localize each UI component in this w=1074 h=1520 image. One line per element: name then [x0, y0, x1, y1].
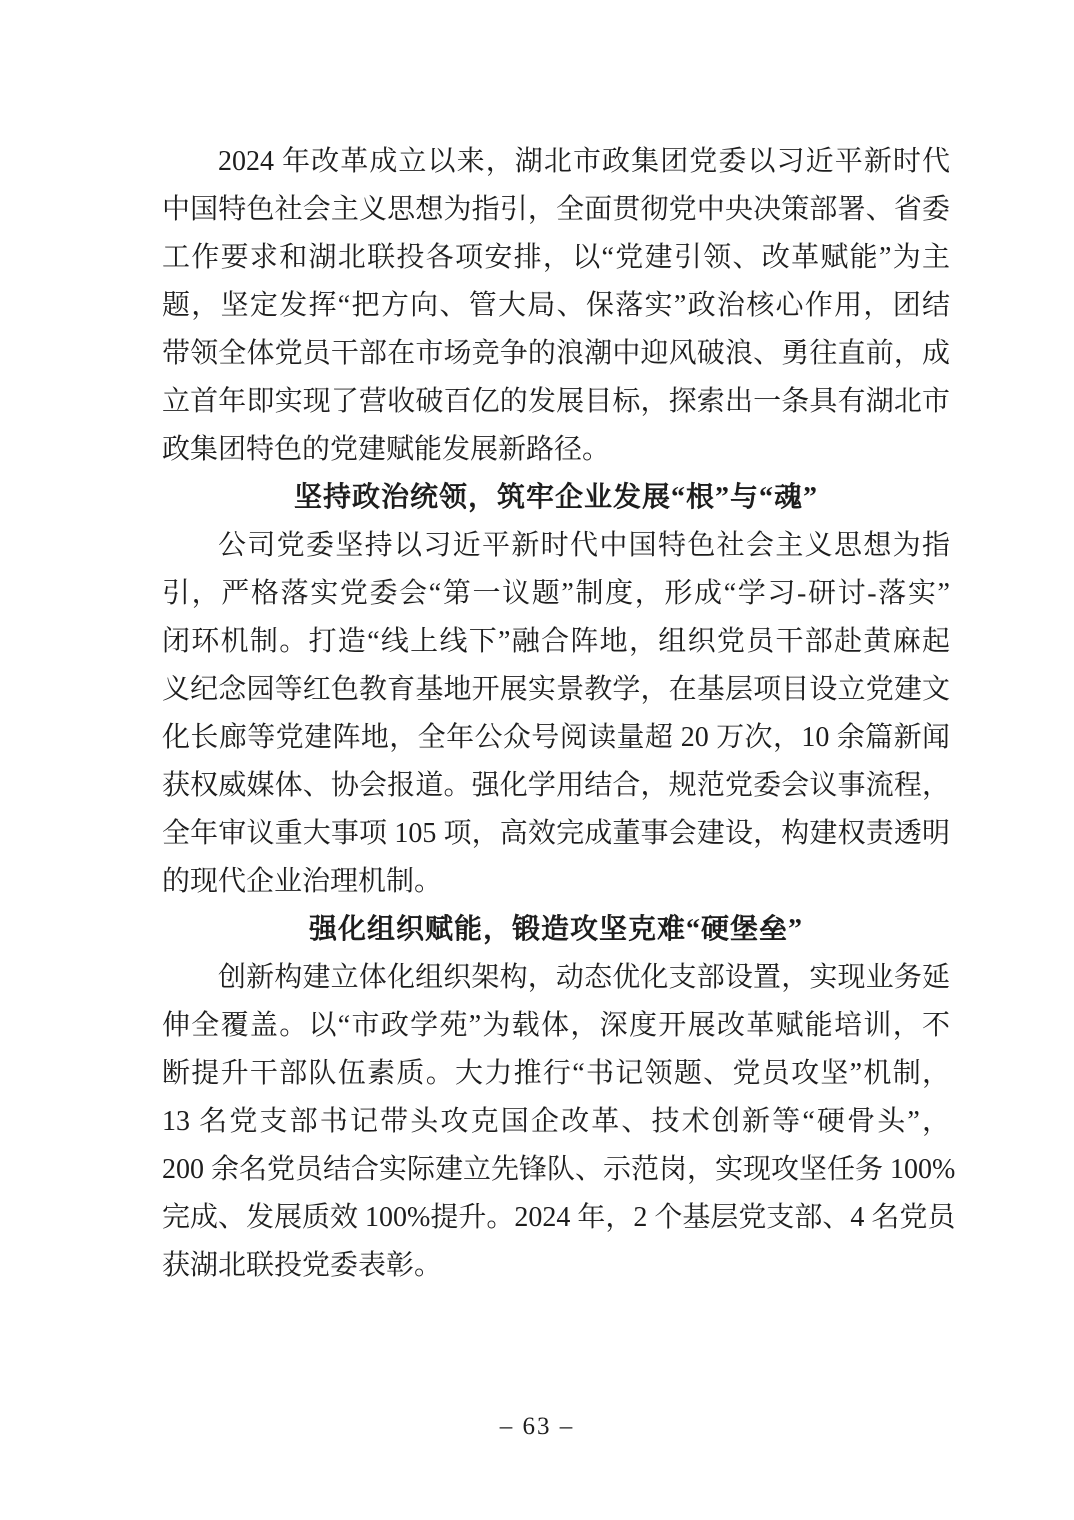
page-number: – 63 – [499, 1413, 575, 1440]
text-line: 带领全体党员干部在市场竞争的浪潮中迎风破浪、勇往直前，成 [162, 338, 950, 369]
text-line: 完成、发展质效 100%提升。2024 年，2 个基层党支部、4 名党员 [162, 1202, 956, 1233]
text-line: 立首年即实现了营收破百亿的发展目标，探索出一条具有湖北市 [162, 386, 950, 417]
text-line: 义纪念园等红色教育基地开展实景教学，在基层项目设立党建文 [162, 674, 950, 705]
text-line: 化长廊等党建阵地，全年公众号阅读量超 20 万次，10 余篇新闻 [162, 722, 950, 753]
text-line: 中国特色社会主义思想为指引，全面贯彻党中央决策部署、省委 [162, 194, 950, 225]
text-line: 政集团特色的党建赋能发展新路径。 [162, 434, 611, 465]
text-line: 工作要求和湖北联投各项安排，以“党建引领、改革赋能”为主 [162, 242, 950, 273]
text-line: 闭环机制。打造“线上线下”融合阵地，组织党员干部赴黄麻起 [162, 626, 950, 657]
text-line: 题，坚定发挥“把方向、管大局、保落实”政治核心作用，团结 [162, 290, 950, 321]
document-content [162, 138, 956, 1290]
text-line: 断提升干部队伍素质。大力推行“书记领题、党员攻坚”机制， [162, 1058, 950, 1089]
text-line: 获权威媒体、协会报道。强化学用结合，规范党委会议事流程， [162, 770, 950, 801]
section-heading: 强化组织赋能，锻造攻坚克难“硬堡垒” [308, 914, 803, 945]
text-line: 的现代企业治理机制。 [162, 866, 443, 897]
text-line: 引，严格落实党委会“第一议题”制度，形成“学习-研讨-落实” [162, 578, 950, 609]
text-line: 200 余名党员结合实际建立先锋队、示范岗，实现攻坚任务 100% [162, 1154, 956, 1185]
text-line: 全年审议重大事项 105 项，高效完成董事会建设，构建权责透明 [162, 818, 950, 849]
text-line: 创新构建立体化组织架构，动态优化支部设置，实现业务延 [218, 962, 950, 993]
text-line: 获湖北联投党委表彰。 [162, 1250, 443, 1281]
text-line: 2024 年改革成立以来，湖北市政集团党委以习近平新时代 [218, 146, 950, 177]
text-line: 伸全覆盖。以“市政学苑”为载体，深度开展改革赋能培训，不 [162, 1010, 950, 1041]
text-line: 13 名党支部书记带头攻克国企改革、技术创新等“硬骨头”， [162, 1106, 950, 1137]
text-line: 公司党委坚持以习近平新时代中国特色社会主义思想为指 [218, 530, 950, 561]
section-heading: 坚持政治统领，筑牢企业发展“根”与“魂” [293, 482, 818, 513]
